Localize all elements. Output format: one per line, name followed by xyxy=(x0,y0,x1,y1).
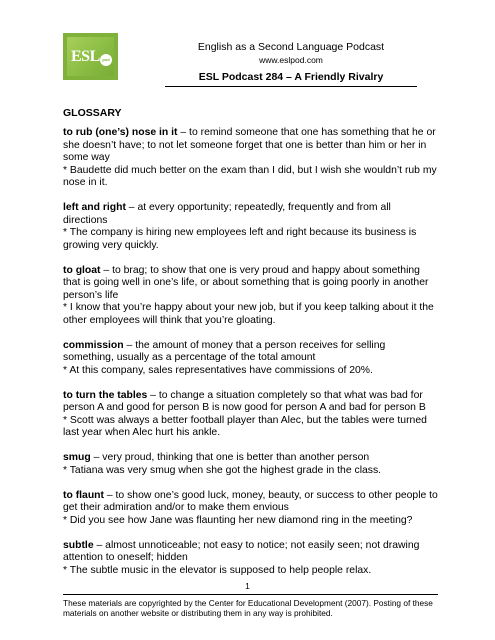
entry-example: * At this company, sales representatives have commissions of 20%. xyxy=(63,364,373,376)
entry-example: * I know that you’re happy about your new job, but if you keep talking about it the other employees will think that you’re gloating. xyxy=(63,302,434,326)
header-rule xyxy=(165,86,417,87)
entry-definition: – to remind someone that one has something that he or she doesn’t have; to not let someone forget that one is better than him or her in some way xyxy=(63,127,436,163)
entry-term: to gloat xyxy=(63,264,101,276)
header-title: English as a Second Language Podcast xyxy=(197,41,385,53)
glossary-entry xyxy=(63,265,438,328)
entry-example: * Tatiana was very smug when she got the highest grade in the class. xyxy=(63,464,382,476)
entry-term: subtle xyxy=(63,539,94,551)
glossary-entry xyxy=(63,540,438,578)
entry-example: * Baudette did much better on the exam than I did, but I wish she wouldn’t rub my nose in it. xyxy=(63,164,437,188)
eslpod-logo xyxy=(63,33,118,80)
logo-badge: pod xyxy=(100,54,112,66)
glossary-entry xyxy=(63,202,438,252)
entry-term: left and right xyxy=(63,202,126,213)
entry-example: * The subtle music in the elevator is supposed to help people relax. xyxy=(63,564,372,576)
glossary-entry xyxy=(63,490,438,528)
logo-text: ESL xyxy=(71,48,100,65)
episode-title: ESL Podcast 284 – A Friendly Rivalry xyxy=(198,71,384,83)
glossary-entry xyxy=(63,390,438,440)
page-number: 1 xyxy=(245,581,250,591)
entry-definition: – at every opportunity; repeatedly, frequently and from all directions xyxy=(63,202,391,226)
entry-definition: – very proud, thinking that one is better than another person xyxy=(90,452,370,463)
entry-term: smug xyxy=(63,452,91,463)
entry-example: * Did you see how Jane was flaunting her new diamond ring in the meeting? xyxy=(63,514,413,526)
entry-term: to flaunt xyxy=(63,489,104,501)
entry-definition: – to change a situation completely so that what was bad for person A and good for person B is now good for person A and bad for person B xyxy=(63,389,426,413)
glossary-entry xyxy=(63,127,438,190)
entry-example: * The company is hiring new employees left and right because its business is growing very quickly. xyxy=(63,227,417,251)
glossary-entry xyxy=(63,340,438,378)
glossary-heading: GLOSSARY xyxy=(63,107,122,119)
glossary-list xyxy=(63,127,438,590)
copyright-footer: These materials are copyrighted by the Center for Educational Development (2007). Posting of these materials on another website or distributing them in any way is prohibited. xyxy=(63,598,433,618)
footer-rule xyxy=(63,594,438,595)
glossary-entry xyxy=(63,452,438,477)
header-url: www.eslpod.com xyxy=(259,55,323,65)
entry-term: to turn the tables xyxy=(63,389,148,401)
entry-term: commission xyxy=(63,339,124,351)
entry-definition: – the amount of money that a person receives for selling something, usually as a percentage of the total amount xyxy=(63,339,386,363)
entry-term: to rub (one’s) nose in it xyxy=(63,127,178,138)
entry-example: * Scott was always a better football player than Alec, but the tables were turned last year when Alec hurt his ankle. xyxy=(63,414,427,438)
entry-definition: – to brag; to show that one is very proud and happy about something that is going well in one’s life, or about something that is going poorly in another person’s life xyxy=(63,264,429,301)
entry-definition: – almost unnoticeable; not easy to notice; not easily seen; not drawing attention to oneself; hidden xyxy=(63,539,420,563)
entry-definition: – to show one’s good luck, money, beauty, or success to other people to get their admiration and/or to make them envious xyxy=(63,489,438,513)
